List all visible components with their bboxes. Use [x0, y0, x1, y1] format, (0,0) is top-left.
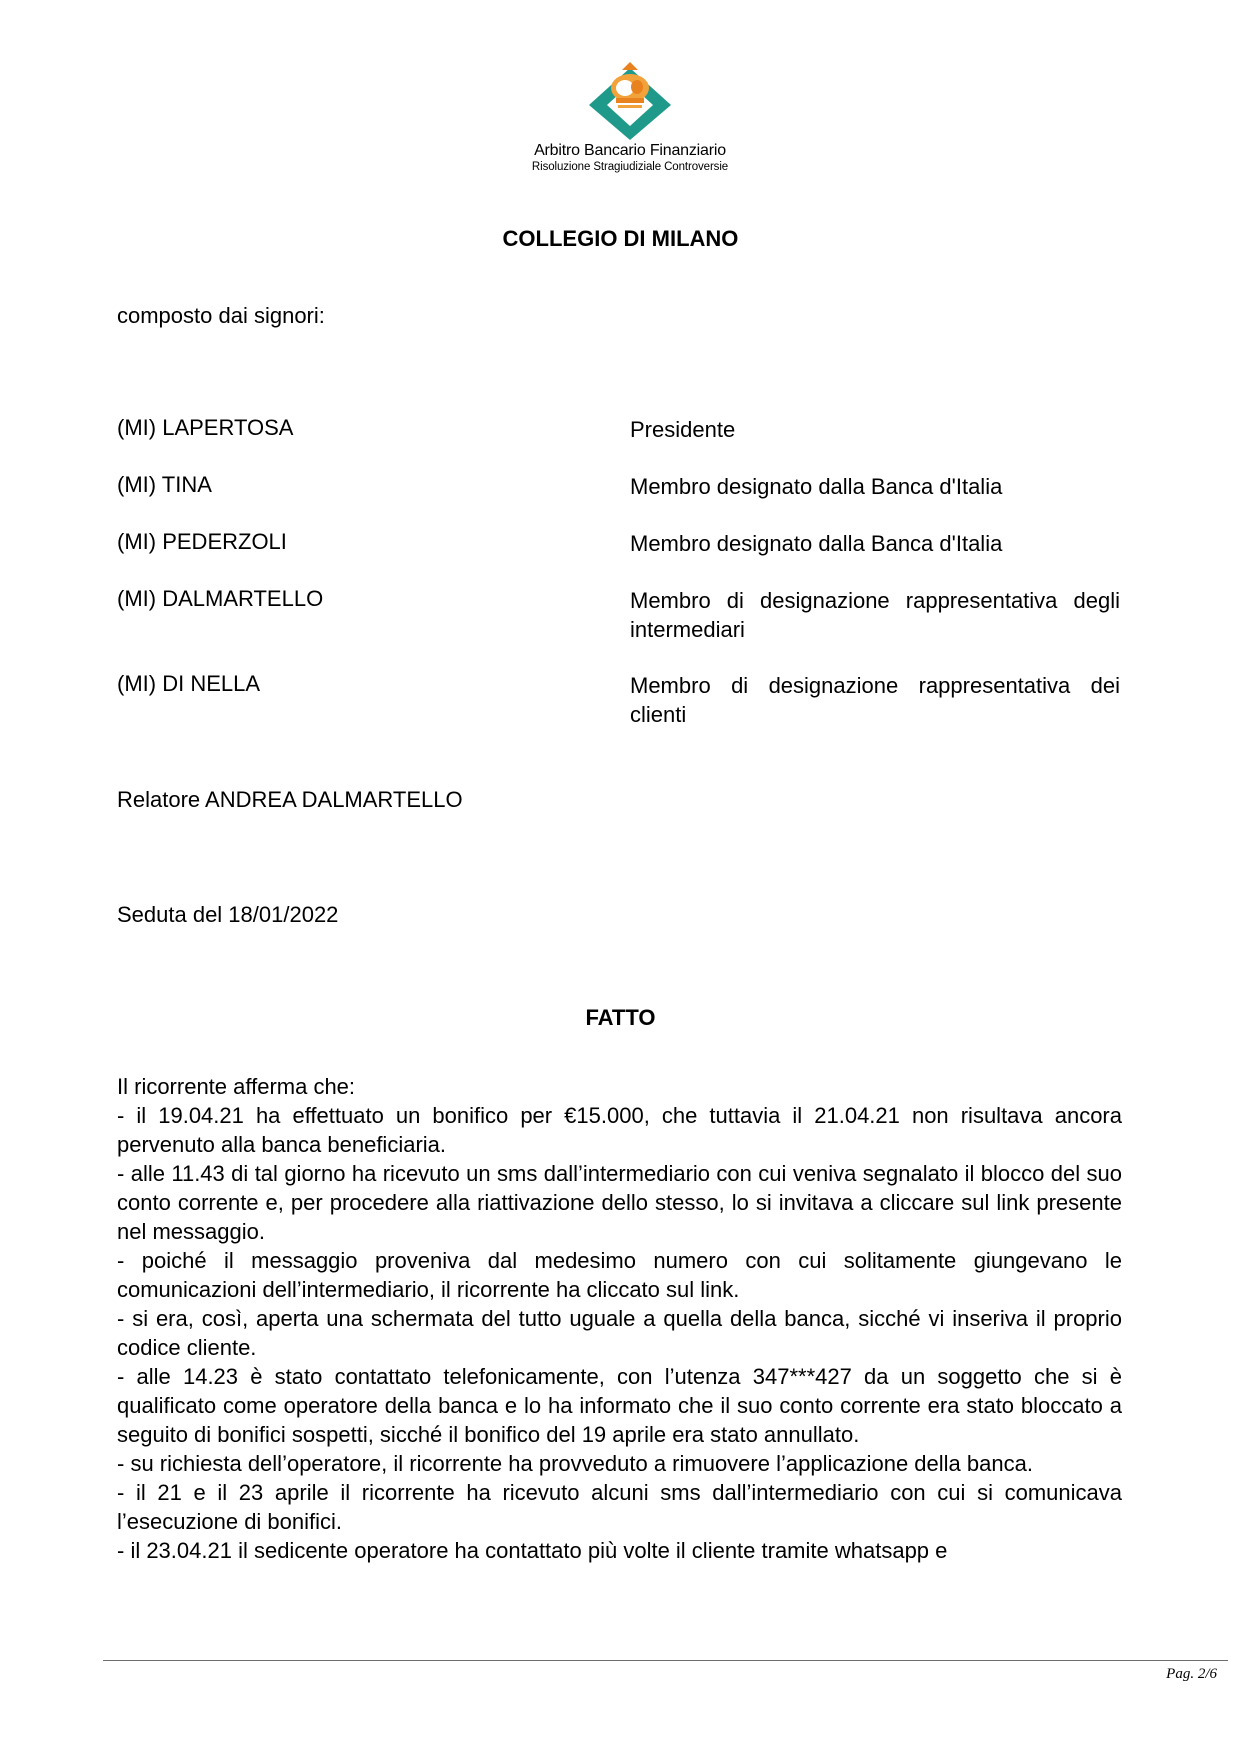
member-name: (MI) TINA [117, 472, 212, 497]
member-role: Membro designato dalla Banca d'Italia [630, 531, 1003, 556]
member-role: Presidente [630, 417, 736, 442]
section-title: FATTO [585, 1005, 656, 1030]
relatore-line: Relatore ANDREA DALMARTELLO [117, 787, 463, 812]
fatto-body [117, 1072, 1122, 1565]
footer-divider [103, 1660, 1228, 1661]
abf-logo [510, 62, 750, 173]
intro-text: composto dai signori: [117, 303, 325, 328]
member-role: Membro di designazione rappresentativa dei clienti [630, 673, 1120, 727]
fatto-paragraph: - il 19.04.21 ha effettuato un bonifico per €15.000, che tuttavia il 21.04.21 non risultava ancora pervenuto alla banca beneficiaria. [117, 1103, 1122, 1157]
page-number: Pag. 2/6 [1166, 1666, 1217, 1682]
abf-emblem-icon [585, 62, 675, 140]
member-name: (MI) LAPERTOSA [117, 415, 294, 440]
fatto-paragraph: - si era, così, aperta una schermata del tutto uguale a quella della banca, sicché vi inseriva il proprio codice cliente. [117, 1306, 1122, 1360]
logo-title: Arbitro Bancario Finanziario [534, 142, 726, 159]
logo-subtitle: Risoluzione Stragiudiziale Controversie [531, 161, 729, 173]
member-name: (MI) PEDERZOLI [117, 529, 287, 554]
fatto-paragraph: - su richiesta dell’operatore, il ricorrente ha provveduto a rimuovere l’applicazione della banca. [117, 1451, 1033, 1476]
fatto-paragraph: - il 21 e il 23 aprile il ricorrente ha ricevuto alcuni sms dall’intermediario con cui si comunicava l’esecuzione di bonifici. [117, 1480, 1122, 1534]
member-role: Membro designato dalla Banca d'Italia [630, 474, 1003, 499]
fatto-paragraph: - poiché il messaggio proveniva dal medesimo numero con cui solitamente giungevano le comunicazioni dell’intermediario, il ricorrente ha cliccato sul link. [117, 1248, 1122, 1302]
member-name: (MI) DI NELLA [117, 671, 261, 696]
fatto-paragraph: - il 23.04.21 il sedicente operatore ha contattato più volte il cliente tramite whatsapp e [117, 1538, 948, 1563]
fatto-paragraph: Il ricorrente afferma che: [117, 1074, 356, 1099]
college-heading: COLLEGIO DI MILANO [502, 226, 739, 251]
fatto-paragraph: - alle 14.23 è stato contattato telefonicamente, con l’utenza 347***427 da un soggetto che si è qualificato come operatore della banca e lo ha informato che il suo conto corrente era stato bloccato a seguito di bonifici sospetti, sicché il bonifico del 19 aprile era stato annullato. [117, 1364, 1122, 1447]
seduta-line: Seduta del 18/01/2022 [117, 902, 339, 927]
member-role: Membro di designazione rappresentativa degli intermediari [630, 588, 1120, 642]
fatto-paragraph: - alle 11.43 di tal giorno ha ricevuto un sms dall’intermediario con cui veniva segnalato il blocco del suo conto corrente e, per procedere alla riattivazione dello stesso, lo si invitava a cliccare sul link presente nel messaggio. [117, 1161, 1122, 1244]
member-name: (MI) DALMARTELLO [117, 586, 324, 611]
